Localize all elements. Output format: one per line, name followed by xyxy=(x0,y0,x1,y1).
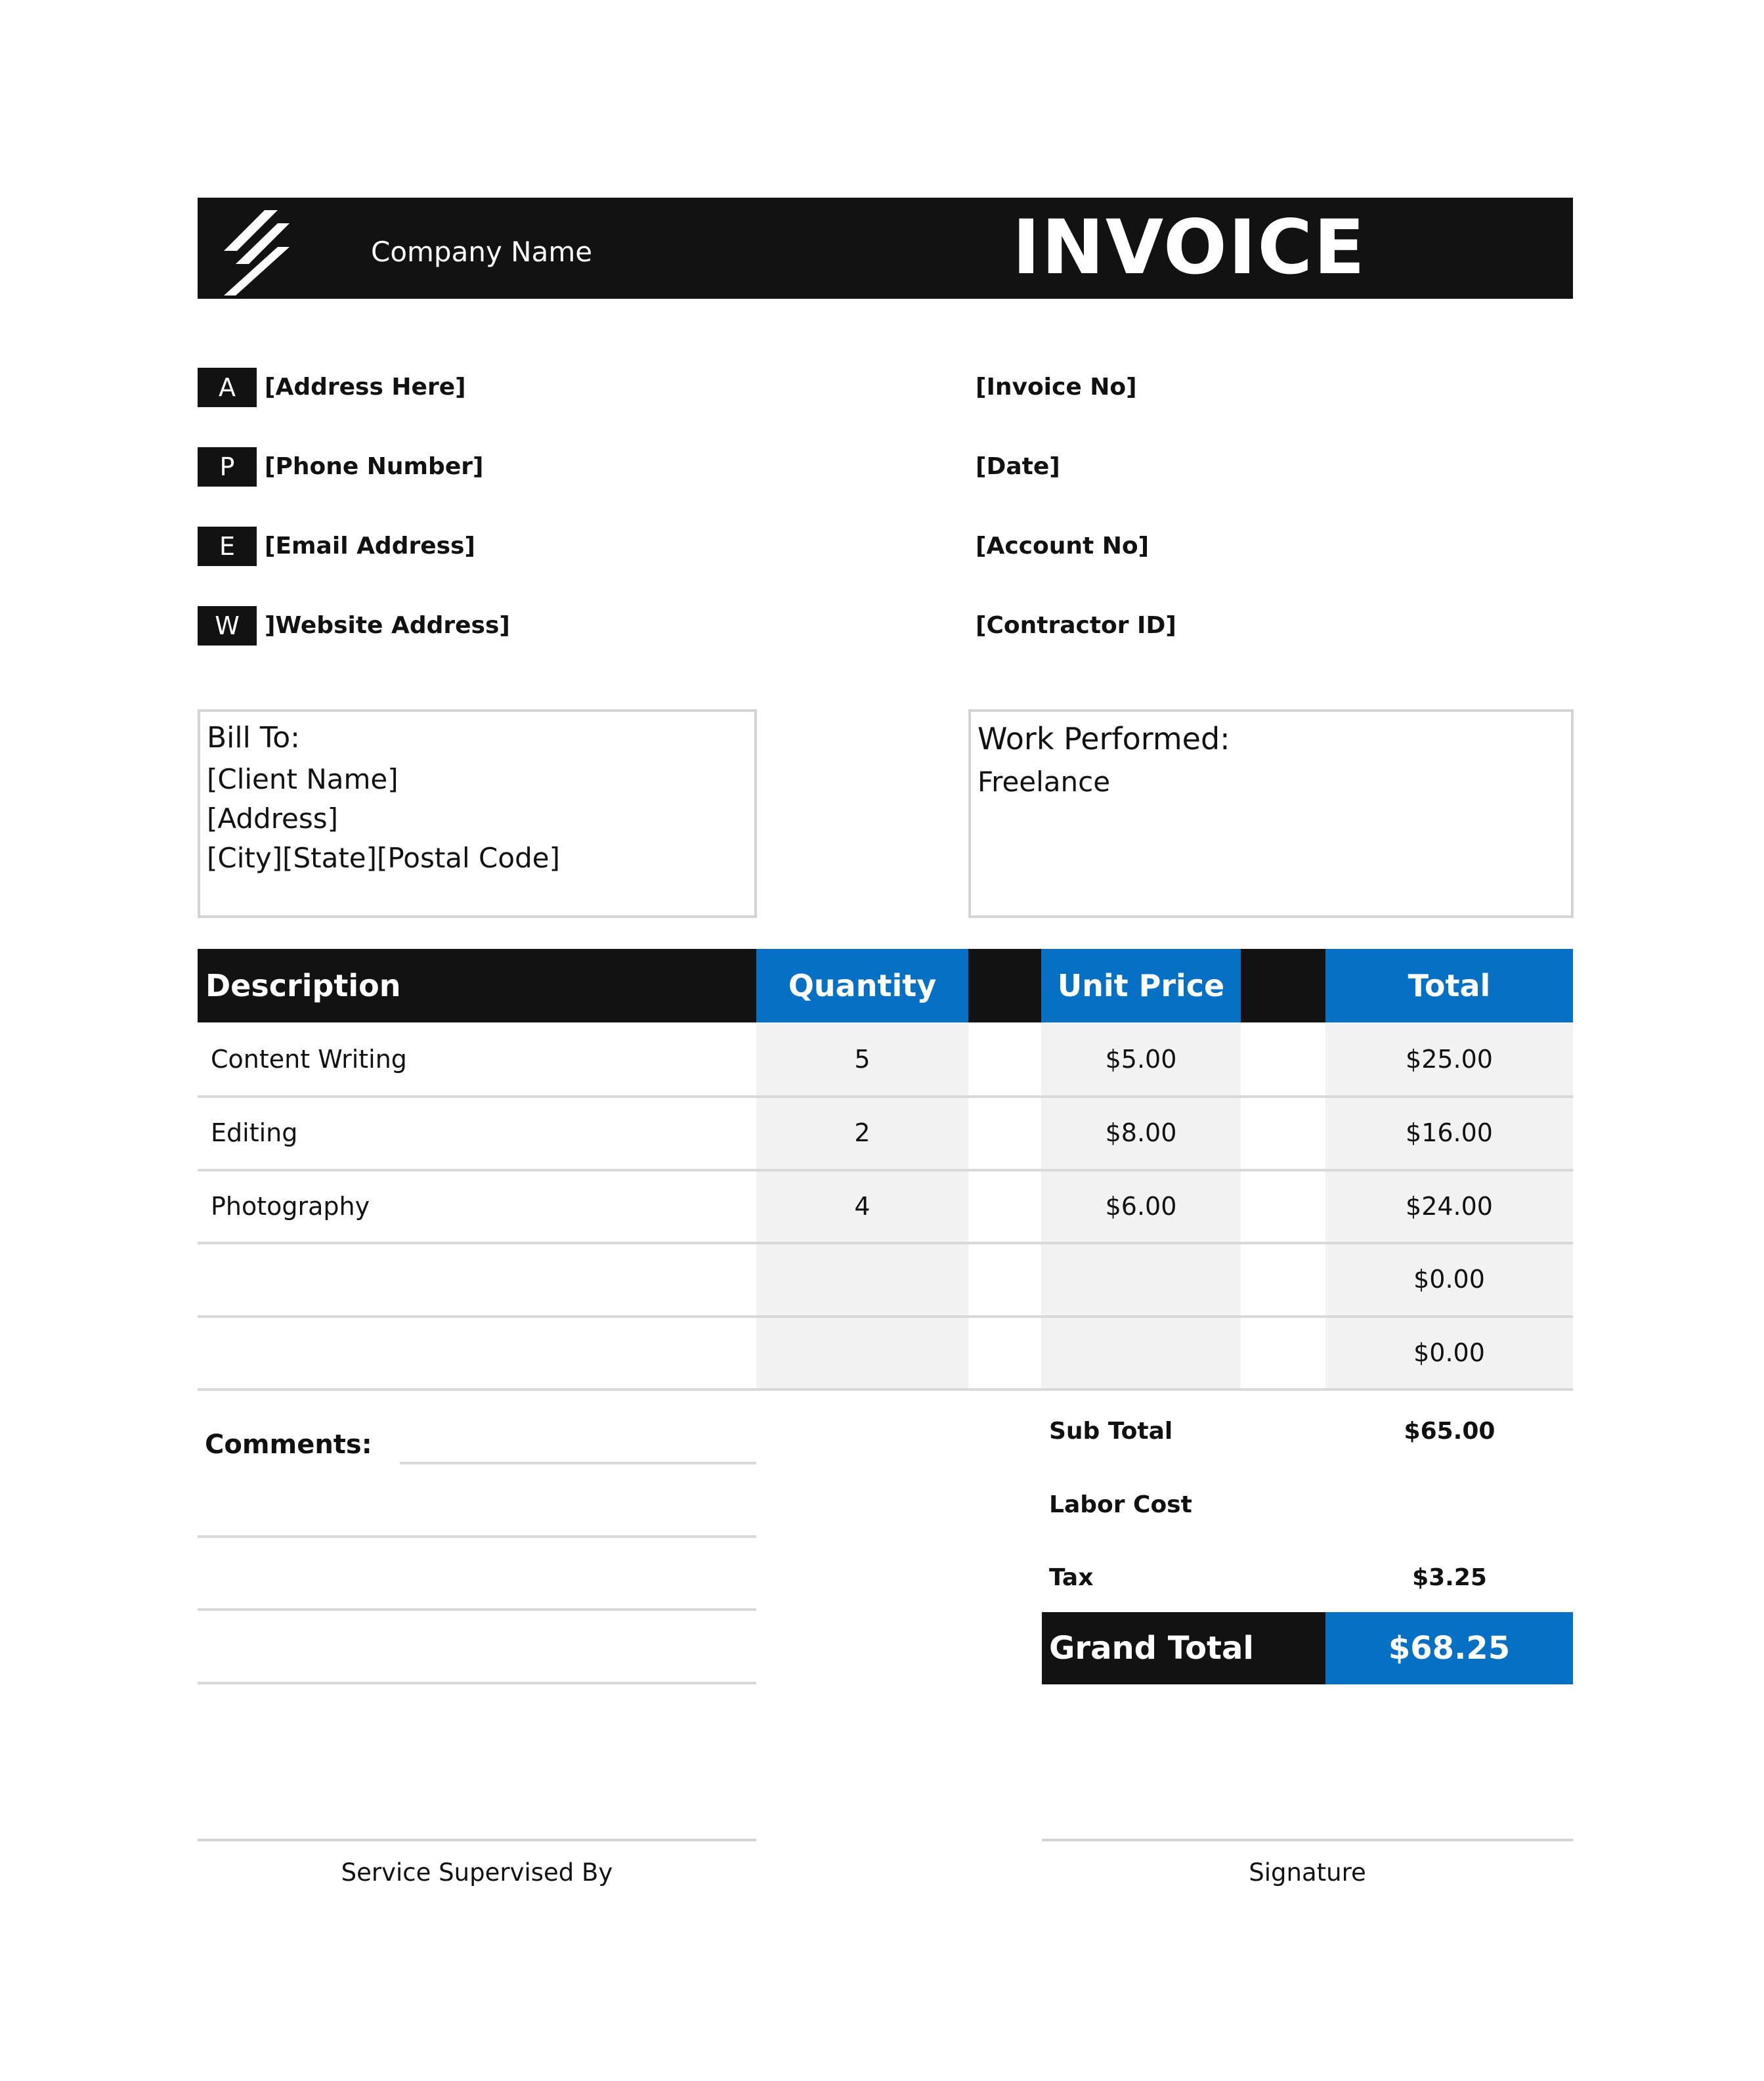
bill-to-heading: Bill To: xyxy=(207,721,300,755)
tax-label: Tax xyxy=(1049,1564,1094,1591)
table-row-unit-price: $5.00 xyxy=(1105,1045,1177,1074)
table-row-description: Content Writing xyxy=(211,1045,407,1074)
email-tag: E xyxy=(198,527,257,566)
quantity-header: Quantity xyxy=(756,949,968,1022)
website-tag: W xyxy=(198,606,257,646)
labor-cost-label: Labor Cost xyxy=(1049,1491,1192,1518)
invoice-date: [Date] xyxy=(976,453,1060,480)
client-address: [Address] xyxy=(207,802,339,835)
bill-to-box xyxy=(198,709,757,918)
table-row-total: $24.00 xyxy=(1406,1192,1493,1221)
company-name: Company Name xyxy=(371,236,593,268)
table-row-quantity: 5 xyxy=(854,1045,871,1074)
email-text: [Email Address] xyxy=(265,533,475,559)
total-header: Total xyxy=(1325,949,1573,1022)
comment-line[interactable] xyxy=(198,1682,756,1684)
grand-total-label: Grand Total xyxy=(1049,1630,1254,1667)
header-spacer-1 xyxy=(968,949,1041,1022)
client-name: [Client Name] xyxy=(207,763,398,795)
table-row-quantity: 4 xyxy=(854,1192,871,1221)
client-city-state-postal: [City][State][Postal Code] xyxy=(207,842,560,874)
table-row-description: Photography xyxy=(211,1192,370,1221)
invoice-title: INVOICE xyxy=(1012,204,1366,291)
website-text: ]Website Address] xyxy=(265,612,510,639)
phone-text: [Phone Number] xyxy=(265,453,484,480)
table-row-description: Editing xyxy=(211,1118,298,1147)
subtotal-label: Sub Total xyxy=(1049,1418,1173,1445)
service-supervised-by-label: Service Supervised By xyxy=(341,1858,613,1887)
phone-tag: P xyxy=(198,447,257,487)
comments-label: Comments: xyxy=(205,1430,372,1460)
comment-line[interactable] xyxy=(198,1608,756,1611)
table-row-total: $0.00 xyxy=(1413,1338,1485,1367)
header-spacer-2 xyxy=(1241,949,1325,1022)
subtotal-value: $65.00 xyxy=(1404,1418,1495,1445)
address-text: [Address Here] xyxy=(265,374,466,401)
company-logo-icon xyxy=(224,210,290,296)
table-row-total: $25.00 xyxy=(1406,1045,1493,1074)
signature-line[interactable] xyxy=(1042,1839,1573,1841)
signature-label: Signature xyxy=(1249,1858,1366,1887)
work-performed-value: Freelance xyxy=(978,766,1111,798)
supervisor-signature-line[interactable] xyxy=(198,1839,756,1841)
contractor-id: [Contractor ID] xyxy=(976,612,1176,639)
comment-line[interactable] xyxy=(198,1535,756,1538)
tax-value: $3.25 xyxy=(1412,1564,1487,1591)
address-tag: A xyxy=(198,368,257,407)
comment-line[interactable] xyxy=(400,1462,756,1464)
table-row-total: $16.00 xyxy=(1406,1118,1493,1147)
account-number: [Account No] xyxy=(976,533,1150,559)
description-header: Description xyxy=(198,949,756,1022)
invoice-number: [Invoice No] xyxy=(976,374,1137,401)
invoice-header xyxy=(198,198,1573,299)
work-performed-box xyxy=(968,709,1574,918)
table-row-unit-price: $6.00 xyxy=(1105,1192,1177,1221)
table-row-total: $0.00 xyxy=(1413,1265,1485,1294)
table-row-quantity: 2 xyxy=(854,1118,871,1147)
unit-price-header: Unit Price xyxy=(1041,949,1241,1022)
table-row-unit-price: $8.00 xyxy=(1105,1118,1177,1147)
grand-total-value: $68.25 xyxy=(1388,1630,1511,1667)
work-performed-heading: Work Performed: xyxy=(978,721,1230,756)
